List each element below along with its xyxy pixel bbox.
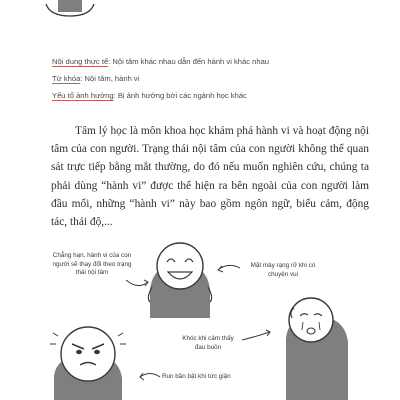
angry-figure: [50, 327, 126, 400]
meta-content-line: Nội dung thực tế: Nội tâm khác nhau dẫn đến hành vi khác nhau: [52, 57, 270, 66]
caption-behavior-change: Chẳng hạn, hành vi của con người sẽ thay đổi theo trạng thái nội tâm: [52, 252, 132, 277]
meta-keywords-value: Nội tâm, hành vi: [84, 74, 140, 83]
meta-influence-value: Bị ảnh hưởng bởi các ngành học khác: [117, 91, 247, 100]
meta-influence-line: Yếu tố ảnh hưởng: Bị ảnh hưởng bởi các ngành học khác: [52, 91, 247, 100]
meta-content-key: Nội dung thực tế: [52, 57, 109, 66]
caption-angry: Run bần bật khi tức giận: [162, 373, 231, 380]
sad-figure: [286, 298, 348, 400]
caption-sad: Khóc khi cảm thấy đau buồn: [182, 335, 234, 351]
meta-influence-key: Yếu tố ảnh hưởng: [52, 91, 114, 100]
body-paragraph: Tâm lý học là môn khoa học khám phá hành vi và hoạt động nội tâm của con người. Trạng thái nội tâm của con người không thể quan sát trực tiếp bằng mắt thường, do đó nếu muốn nghiên cứu, chúng ta phải dùng “hành vi” được thể hiện ra bên ngoài của con người làm đầu mối, những “hành vi” này bao gồm ngôn ngữ, biểu cảm, động tác, thái độ,...: [51, 125, 369, 229]
meta-keywords-line: Từ khóa: Nội tâm, hành vi: [52, 74, 140, 83]
meta-content-value: Nội tâm khác nhau dẫn đến hành vi khác nhau: [112, 57, 270, 66]
meta-keywords-key: Từ khóa: [52, 74, 81, 83]
caption-happy: Mặt mày rạng rỡ khi có chuyện vui: [250, 262, 316, 278]
happy-figure: [148, 243, 211, 318]
